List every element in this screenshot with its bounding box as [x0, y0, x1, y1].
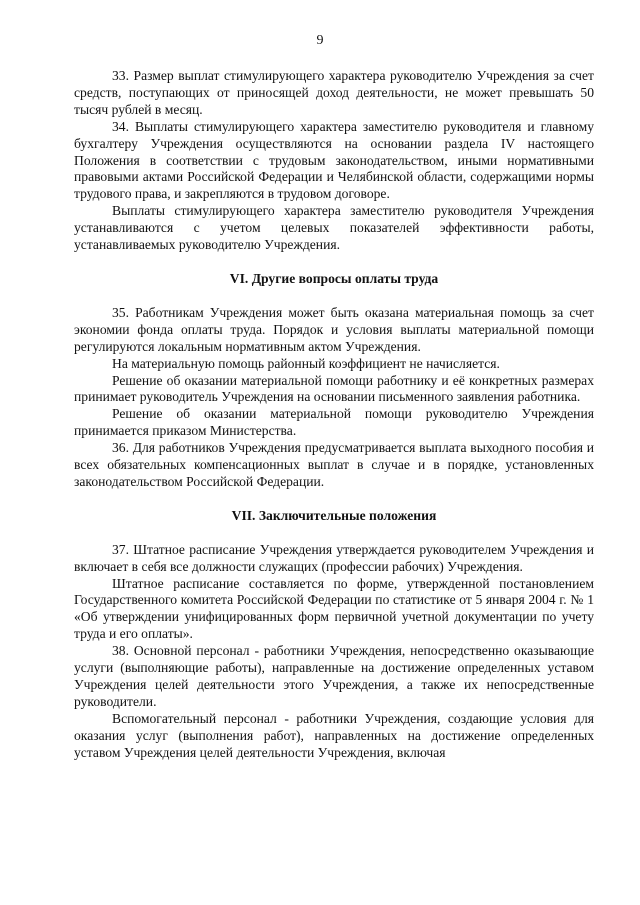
page-number: 9: [316, 33, 324, 48]
section-heading-vii: VII. Заключительные положения: [231, 507, 437, 523]
paragraph-37-staffing-form: Штатное расписание составляется по форме, утвержденной постановлением Государственного комитета Российской Федерации по статистике от 5 января 2004 г. № 1 «Об утверждении унифицированных форм первичной учетной документации по учету труда и его оплаты».: [74, 575, 594, 642]
paragraph-35-employee-decision: Решение об оказании материальной помощи работнику и её конкретных размерах принимает руководитель Учреждения на основании письменного заявления работника.: [74, 372, 594, 405]
paragraph-37: 37. Штатное расписание Учреждения утверждается руководителем Учреждения и включает в себя все должности служащих (профессии рабочих) Учреждения.: [74, 541, 594, 574]
paragraph-35: 35. Работникам Учреждения может быть оказана материальная помощь за счет экономии фонда оплаты труда. Порядок и условия выплаты материальной помощи регулируются локальным нормативным актом Учреждения.: [74, 304, 594, 354]
paragraph-33: 33. Размер выплат стимулирующего характера руководителю Учреждения за счет средств, поступающих от приносящей доход деятельности, не может превышать 50 тысяч рублей в месяц.: [74, 68, 594, 117]
paragraph-35-regional-coefficient: На материальную помощь районный коэффициент не начисляется.: [112, 355, 500, 371]
section-heading-vi: VI. Другие вопросы оплаты труда: [229, 270, 439, 286]
document-body: [74, 68, 594, 762]
paragraph-36: 36. Для работников Учреждения предусматривается выплата выходного пособия и всех обязательных компенсационных выплат в случае и в порядке, установленных законодательством Российской Федерации.: [74, 440, 594, 489]
paragraph-35-head-decision: Решение об оказании материальной помощи руководителю Учреждения принимается приказом Министерства.: [74, 406, 594, 439]
paragraph-34: 34. Выплаты стимулирующего характера заместителю руководителя и главному бухгалтеру Учреждения осуществляются на основании раздела IV настоящего Положения в соответствии с трудовым законодательством, иными нормативными правовыми актами Российской Федерации и Челябинской области, содержащими нормы трудового права, и закрепляются в трудовом договоре.: [74, 118, 594, 202]
paragraph-38: 38. Основной персонал - работники Учреждения, непосредственно оказывающие услуги (выполняющие работы), направленные на достижение определенных уставом Учреждения целей деятельности этого Учреждения, а также их непосредственные руководители.: [74, 643, 594, 709]
paragraph-34-deputy-incentives: Выплаты стимулирующего характера заместителю руководителя Учреждения устанавливаются с учетом целевых показателей эффективности работы, устанавливаемых руководителю Учреждения.: [74, 203, 594, 253]
paragraph-38-support-staff: Вспомогательный персонал - работники Учреждения, создающие условия для оказания услуг (выполнения работ), направленных на достижение определенных уставом Учреждения целей деятельности Учреждения, включая: [74, 710, 594, 760]
